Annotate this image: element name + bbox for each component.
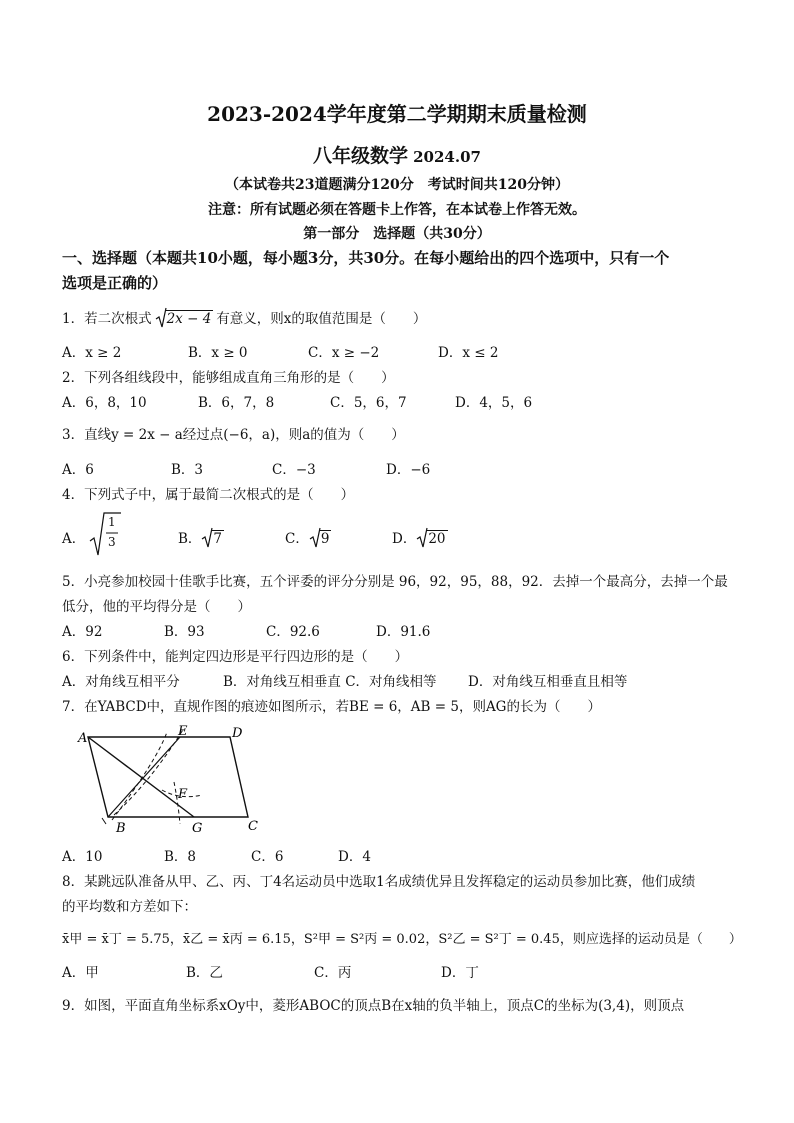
- q4-option-c-label: C．: [285, 531, 309, 547]
- q2-option-d[interactable]: D．4，5，6: [455, 395, 533, 411]
- q4-option-d[interactable]: [392, 527, 448, 547]
- radical-sign-icon: [155, 307, 167, 329]
- q8-option-b[interactable]: B．乙: [186, 965, 223, 981]
- q7-option-d[interactable]: D．4: [338, 849, 371, 865]
- question-7-stem: 7．在YABCD中，直规作图的痕迹如图所示，若BE = 6，AB = 5，则AG的长为（ ）: [62, 699, 601, 715]
- q4-option-b[interactable]: [178, 527, 224, 547]
- q4-option-b-label: B．: [178, 531, 202, 547]
- q1-option-a[interactable]: A．x ≥ 2: [62, 345, 122, 361]
- part-one-heading: 第一部分 选择题（共30分）: [303, 226, 491, 242]
- question-1-stem: [62, 307, 426, 327]
- q8-option-d[interactable]: D．丁: [441, 965, 479, 981]
- question-3-stem: 3．直线y = 2x − a经过点(−6，a)，则a的值为（ ）: [62, 427, 405, 443]
- q3-option-c[interactable]: C．−3: [272, 462, 316, 478]
- exam-info: （本试卷共23道题满分120分 考试时间共120分钟）: [225, 177, 569, 193]
- question-8-line2: 的平均数和方差如下：: [62, 899, 197, 915]
- label-d: D: [232, 726, 243, 741]
- q7-option-b[interactable]: B．8: [164, 849, 197, 865]
- q4-option-d-label: D．: [392, 531, 417, 547]
- q1-option-d[interactable]: D．x ≤ 2: [438, 345, 499, 361]
- q4-option-c-radicand: 9: [320, 531, 330, 547]
- label-e: E: [178, 724, 188, 739]
- parallelogram-abcd: [88, 737, 248, 817]
- question-5-line1: 5．小亮参加校园十佳歌手比赛，五个评委的评分分别是 96，92，95，88，92．去掉一个最高分，去掉一个最: [62, 574, 728, 590]
- q4-option-a-numerator: 1: [108, 515, 116, 529]
- question-8-line1: 8．某跳远队准备从甲、乙、丙、丁4名运动员中选取1名成绩优异且发挥稳定的运动员参加比赛，他们成绩: [62, 874, 696, 890]
- radical-sign-icon: [309, 527, 321, 549]
- question-5-line2: 低分，他的平均得分是（ ）: [62, 599, 251, 615]
- question-6-stem: 6．下列条件中，能判定四边形是平行四边形的是（ ）: [62, 649, 409, 665]
- q7-option-a[interactable]: A．10: [62, 849, 103, 865]
- q7-option-c[interactable]: C．6: [251, 849, 284, 865]
- label-b: B: [116, 821, 126, 836]
- q4-option-a-label: A．: [62, 531, 86, 547]
- q1-pre: 1．若二次根式: [62, 311, 152, 327]
- label-g: G: [192, 821, 203, 836]
- q1-radicand: 2x − 4: [166, 311, 212, 327]
- question-2-stem: 2．下列各组线段中，能够组成直角三角形的是（ ）: [62, 370, 395, 386]
- q4-option-d-root: [416, 531, 447, 547]
- q6-option-d[interactable]: D．对角线互相垂直且相等: [468, 674, 628, 690]
- section-one-line2: 选项是正确的）: [62, 274, 168, 292]
- section-one-line1: 一、选择题（本题共10小题，每小题3分，共30分。在每小题给出的四个选项中，只有一个: [62, 249, 670, 267]
- q4-option-a-denominator: 3: [108, 535, 116, 549]
- q4-option-c[interactable]: [285, 527, 331, 547]
- q4-option-b-radicand: 7: [213, 531, 223, 547]
- question-4-stem: 4．下列式子中，属于最简二次根式的是（ ）: [62, 487, 355, 503]
- exam-subtitle: [0, 141, 794, 168]
- q4-option-b-root: [201, 531, 224, 547]
- segment-be: [108, 737, 180, 817]
- q5-option-c[interactable]: C．92.6: [266, 624, 320, 640]
- label-f: F: [178, 787, 188, 802]
- exam-notice: 注意：所有试题必须在答题卡上作答，在本试卷上作答无效。: [208, 202, 586, 218]
- exam-date: 2024.07: [413, 148, 481, 166]
- radical-sign-icon: [416, 527, 428, 549]
- q4-option-d-radicand: 20: [428, 531, 446, 547]
- q6-option-a[interactable]: A．对角线互相平分: [62, 674, 180, 690]
- label-a: A: [78, 731, 88, 746]
- q2-option-c[interactable]: C．5，6，7: [330, 395, 407, 411]
- exam-title: 2023-2024学年度第二学期期末质量检测: [207, 102, 587, 126]
- q2-option-a[interactable]: A．6，8，10: [62, 395, 147, 411]
- sqrt-icon: [155, 311, 214, 327]
- q5-option-d[interactable]: D．91.6: [376, 624, 431, 640]
- question-9-line1: 9．如图，平面直角坐标系xOy中，菱形ABOC的顶点B在x轴的负半轴上，顶点C的坐标为(3,4)，则顶点: [62, 998, 685, 1014]
- q3-option-b[interactable]: B．3: [171, 462, 204, 478]
- q1-option-b[interactable]: B．x ≥ 0: [188, 345, 248, 361]
- question-8-formula: x̄甲 = x̄丁 = 5.75，x̄乙 = x̄丙 = 6.15，S²甲 = S²丙 = 0.02，S²乙 = S²丁 = 0.45，则应选择的运动员是（ ）: [62, 932, 742, 947]
- radical-sign-icon: [201, 527, 213, 549]
- q5-option-a[interactable]: A．92: [62, 624, 103, 640]
- q3-option-a[interactable]: A．6: [62, 462, 94, 478]
- q1-post: 有意义，则x的取值范围是（ ）: [216, 311, 427, 327]
- q8-option-a[interactable]: A．甲: [62, 965, 99, 981]
- label-c: C: [248, 819, 258, 834]
- q5-option-b[interactable]: B．93: [164, 624, 205, 640]
- parallelogram-figure: [62, 720, 282, 838]
- q6-option-b[interactable]: B．对角线互相垂直 C．对角线相等: [223, 674, 437, 690]
- arc-tick: [102, 818, 106, 824]
- q4-option-c-root: [309, 531, 332, 547]
- q8-option-c[interactable]: C．丙: [314, 965, 352, 981]
- q2-option-b[interactable]: B．6，7，8: [198, 395, 275, 411]
- subject-name: 八年级数学: [313, 145, 409, 167]
- q1-option-c[interactable]: C．x ≥ −2: [308, 345, 380, 361]
- radical-sign-icon: [88, 511, 122, 557]
- q3-option-d[interactable]: D．−6: [386, 462, 431, 478]
